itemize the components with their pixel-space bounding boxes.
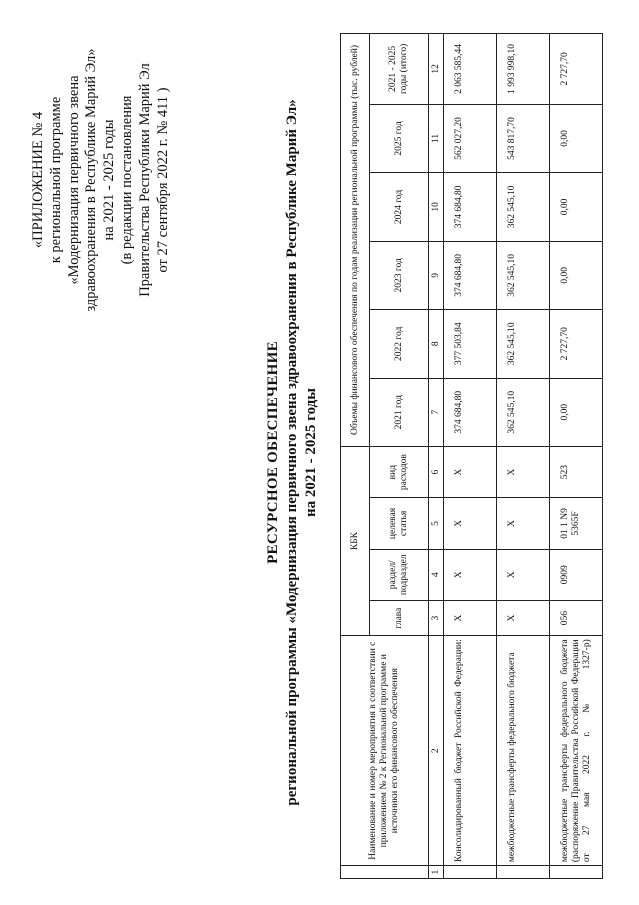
- table-cell: 0,00: [550, 378, 603, 446]
- column-index: 6: [429, 446, 444, 497]
- row-name: Консолидированный бюджет Российской Федерации:: [444, 636, 497, 866]
- table-cell: 374 684,80: [444, 378, 497, 446]
- header-index-col: [341, 866, 429, 879]
- table-cell: 362 545,10: [497, 241, 550, 309]
- header-year: 2023 год: [370, 241, 429, 309]
- appendix-line: (в редакции постановления: [118, 95, 135, 265]
- table-cell: 056: [550, 600, 603, 635]
- table-cell: 2 063 585,44: [444, 34, 497, 105]
- table-cell: X: [497, 498, 550, 549]
- table-cell: 523: [550, 446, 603, 497]
- table-cell: X: [497, 600, 550, 635]
- appendix-line: Правительства Республики Марий Эл: [136, 63, 153, 297]
- header-kbk-col: глава: [370, 600, 429, 635]
- table-cell: 562 027,20: [444, 104, 497, 172]
- header-year: 2024 год: [370, 173, 429, 241]
- header-year: 2025 год: [370, 104, 429, 172]
- table-cell: X: [444, 446, 497, 497]
- table-cell: 543 817,70: [497, 104, 550, 172]
- table-cell: 1 993 998,10: [497, 34, 550, 105]
- title-line-3: на 2021 - 2025 годы: [303, 388, 319, 517]
- column-index-row: [429, 34, 444, 879]
- header-kbk-col: вид расходов: [370, 446, 429, 497]
- header-year: 2021 год: [370, 378, 429, 446]
- document-title: [263, 0, 321, 905]
- column-index: 8: [429, 310, 444, 378]
- appendix-line: «ПРИЛОЖЕНИЕ № 4: [30, 111, 46, 249]
- table-cell: 377 503,84: [444, 310, 497, 378]
- appendix-line: от 27 сентября 2022 г. № 411 ): [154, 87, 171, 273]
- row-name: межбюджетные трансферты федерального бюджета: [497, 636, 550, 866]
- appendix-line: здравоохранения в Республике Марий Эл»: [83, 48, 100, 312]
- row-index-cell: [550, 866, 603, 879]
- table-cell: 374 684,80: [444, 241, 497, 309]
- table-cell: 0,00: [550, 173, 603, 241]
- column-index: 1: [429, 866, 444, 879]
- table-cell: 362 545,10: [497, 310, 550, 378]
- appendix-header: [30, 15, 172, 345]
- row-index-cell: [497, 866, 550, 879]
- table-cell: X: [497, 549, 550, 600]
- table-cell: 362 545,10: [497, 173, 550, 241]
- column-index: 7: [429, 378, 444, 446]
- title-line-2: региональной программы «Модернизация первичного звена здравоохранения в Республике Марий Эл»: [284, 99, 300, 806]
- resource-table: [340, 33, 603, 879]
- table-cell: 362 545,10: [497, 378, 550, 446]
- header-row-1: [341, 34, 370, 879]
- column-index: 9: [429, 241, 444, 309]
- header-year: 2022 год: [370, 310, 429, 378]
- column-index: 5: [429, 498, 444, 549]
- table-row: [550, 34, 603, 879]
- header-kbk-col: раздел/ подраздел: [370, 549, 429, 600]
- table-cell: 374 684,80: [444, 173, 497, 241]
- appendix-line: к региональной программе: [47, 96, 64, 264]
- table-cell: 01 1 N9 5365F: [550, 498, 603, 549]
- column-index: 11: [429, 104, 444, 172]
- table-cell: 0,00: [550, 104, 603, 172]
- table-cell: 2 727,70: [550, 310, 603, 378]
- appendix-line: на 2021 - 2025 годы: [101, 119, 118, 241]
- table-cell: X: [444, 549, 497, 600]
- header-year: 2021 - 2025 годы (итого): [370, 34, 429, 105]
- table-row: [444, 34, 497, 879]
- header-kbk-col: целевая статья: [370, 498, 429, 549]
- row-index-cell: [444, 866, 497, 879]
- column-index: 4: [429, 549, 444, 600]
- table-cell: 2 727,70: [550, 34, 603, 105]
- table-row: [497, 34, 550, 879]
- table-cell: 0909: [550, 549, 603, 600]
- column-index: 3: [429, 600, 444, 635]
- column-index: 2: [429, 636, 444, 866]
- header-name: Наименование и номер мероприятия в соответствии с приложением № 2 к Региональной программе и источники его финансового обеспечения: [341, 636, 429, 866]
- table-cell: X: [497, 446, 550, 497]
- table-cell: X: [444, 498, 497, 549]
- header-kbk: КБК: [341, 446, 370, 635]
- header-volumes: Объемы финансового обеспечения по годам реализации региональной программы (тыс. рублей): [341, 34, 370, 447]
- row-name: межбюджетные трансферты федерального бюджета (распоряжение Правительства Российской Федерации от 27 мая 2022 г. № 1327-р): [550, 636, 603, 866]
- table-cell: 0,00: [550, 241, 603, 309]
- column-index: 10: [429, 173, 444, 241]
- table-cell: X: [444, 600, 497, 635]
- appendix-line: «Модернизация первичного звена: [65, 75, 82, 285]
- title-line-1: РЕСУРСНОЕ ОБЕСПЕЧЕНИЕ: [265, 341, 281, 564]
- column-index: 12: [429, 34, 444, 105]
